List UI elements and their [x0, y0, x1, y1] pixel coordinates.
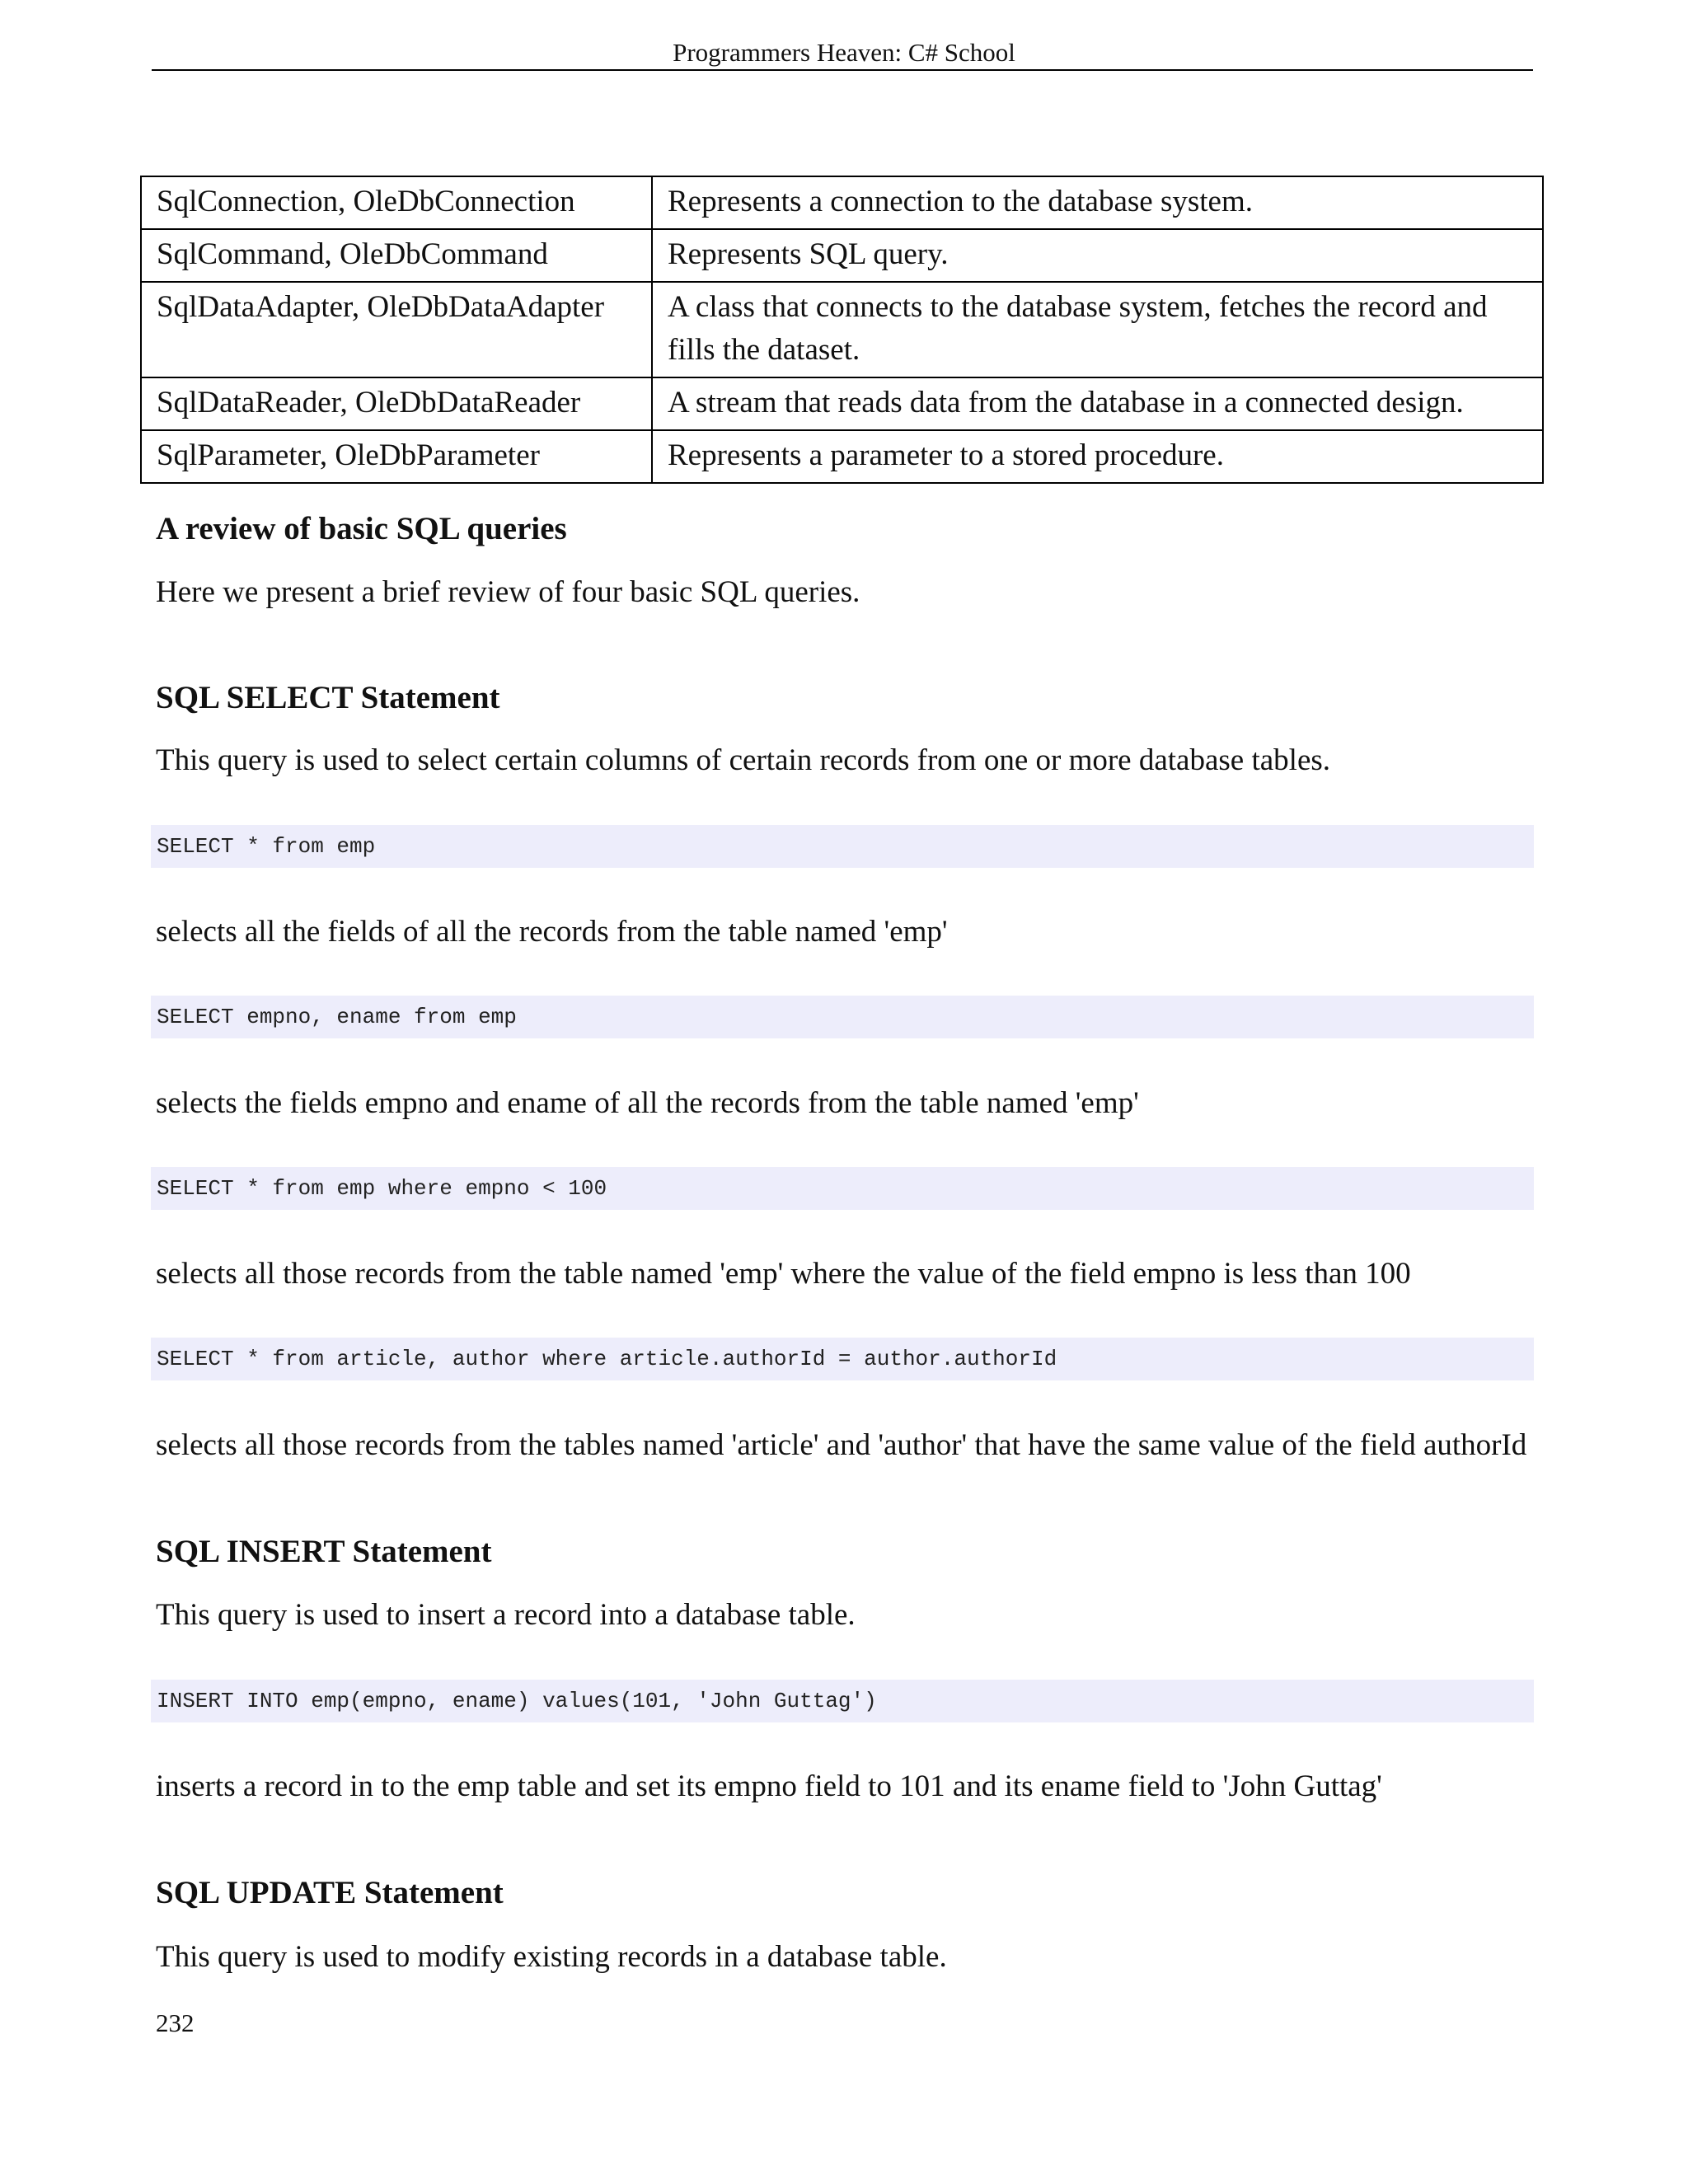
code-block: SELECT * from emp	[151, 825, 1534, 868]
section-intro: This query is used to modify existing records in a database table.	[156, 1940, 947, 1974]
section-intro: Here we present a brief review of four basic SQL queries.	[156, 575, 860, 609]
table-cell-description: Represents SQL query.	[652, 229, 1543, 282]
table-row	[141, 377, 1543, 430]
section-heading-update: SQL UPDATE Statement	[156, 1875, 504, 1910]
code-explanation: selects all those records from the tables named 'article' and 'author' that have the same value of the field authorId	[156, 1428, 1527, 1462]
table-row	[141, 430, 1543, 483]
table-cell-description: Represents a parameter to a stored procedure.	[652, 430, 1543, 483]
section-heading-sql-review: A review of basic SQL queries	[156, 511, 567, 546]
table-cell-classes: SqlDataReader, OleDbDataReader	[141, 377, 652, 430]
table-cell-description: A stream that reads data from the database in a connected design.	[652, 377, 1543, 430]
table-cell-classes: SqlParameter, OleDbParameter	[141, 430, 652, 483]
code-block: SELECT * from article, author where article.authorId = author.authorId	[151, 1338, 1534, 1380]
table-cell-description: A class that connects to the database system, fetches the record and fills the dataset.	[652, 282, 1543, 377]
page-header-title: Programmers Heaven: C# School	[673, 38, 1015, 67]
code-block: SELECT * from emp where empno < 100	[151, 1167, 1534, 1210]
code-block: SELECT empno, ename from emp	[151, 996, 1534, 1038]
table-cell-classes: SqlDataAdapter, OleDbDataAdapter	[141, 282, 652, 377]
code-explanation: inserts a record in to the emp table and set its empno field to 101 and its ename field to 'John Guttag'	[156, 1769, 1382, 1803]
code-explanation: selects all the fields of all the records from the table named 'emp'	[156, 915, 948, 949]
code-block: INSERT INTO emp(empno, ename) values(101, 'John Guttag')	[151, 1680, 1534, 1722]
ado-classes-table	[140, 176, 1544, 484]
section-heading-insert: SQL INSERT Statement	[156, 1534, 492, 1569]
section-intro: This query is used to insert a record into a database table.	[156, 1598, 856, 1632]
table-cell-classes: SqlCommand, OleDbCommand	[141, 229, 652, 282]
table-cell-description: Represents a connection to the database system.	[652, 176, 1543, 229]
section-intro: This query is used to select certain columns of certain records from one or more database tables.	[156, 743, 1331, 777]
code-explanation: selects the fields empno and ename of all the records from the table named 'emp'	[156, 1086, 1139, 1120]
table-row	[141, 229, 1543, 282]
code-explanation: selects all those records from the table named 'emp' where the value of the field empno is less than 100	[156, 1257, 1411, 1291]
table-row	[141, 282, 1543, 377]
section-heading-select: SQL SELECT Statement	[156, 680, 500, 715]
header-rule	[152, 69, 1533, 71]
table-cell-classes: SqlConnection, OleDbConnection	[141, 176, 652, 229]
page-number: 232	[156, 2008, 195, 2037]
table-row	[141, 176, 1543, 229]
